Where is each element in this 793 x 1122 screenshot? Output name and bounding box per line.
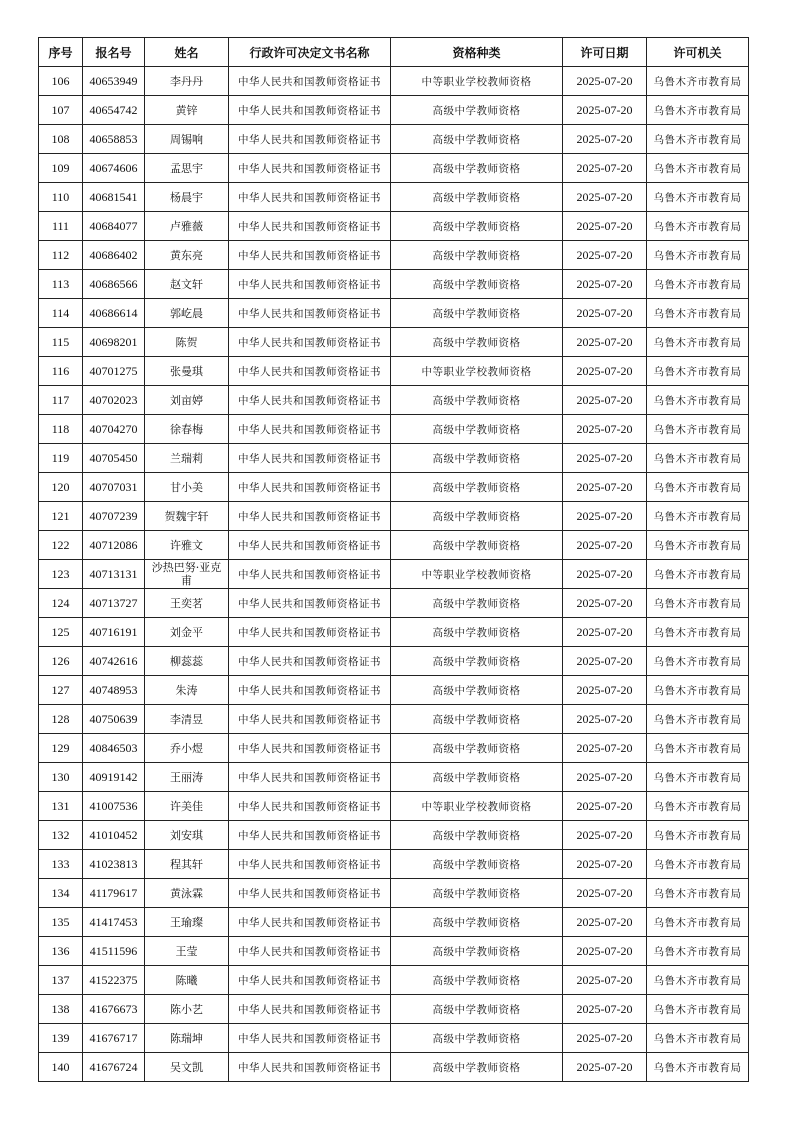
cell-qualification-type: 高级中学教师资格 xyxy=(391,676,563,705)
cell-qualification-type: 高级中学教师资格 xyxy=(391,908,563,937)
cell-name: 沙热巴努·亚克甫 xyxy=(145,560,229,589)
cell-name: 刘金平 xyxy=(145,618,229,647)
table-row xyxy=(39,328,749,357)
cell-document-name: 中华人民共和国教师资格证书 xyxy=(229,96,391,125)
cell-index: 132 xyxy=(39,821,83,850)
cell-name: 陈曦 xyxy=(145,966,229,995)
cell-document-name: 中华人民共和国教师资格证书 xyxy=(229,850,391,879)
cell-qualification-type: 高级中学教师资格 xyxy=(391,647,563,676)
table-row xyxy=(39,821,749,850)
cell-registration-number: 41522375 xyxy=(83,966,145,995)
cell-index: 118 xyxy=(39,415,83,444)
cell-registration-number: 41676717 xyxy=(83,1024,145,1053)
cell-registration-number: 41676724 xyxy=(83,1053,145,1082)
cell-document-name: 中华人民共和国教师资格证书 xyxy=(229,531,391,560)
cell-issuing-authority: 乌鲁木齐市教育局 xyxy=(647,1024,749,1053)
cell-license-date: 2025-07-20 xyxy=(563,270,647,299)
table-row xyxy=(39,995,749,1024)
cell-qualification-type: 高级中学教师资格 xyxy=(391,415,563,444)
cell-name: 王丽涛 xyxy=(145,763,229,792)
cell-name: 乔小煜 xyxy=(145,734,229,763)
cell-document-name: 中华人民共和国教师资格证书 xyxy=(229,763,391,792)
cell-qualification-type: 高级中学教师资格 xyxy=(391,966,563,995)
cell-issuing-authority: 乌鲁木齐市教育局 xyxy=(647,676,749,705)
cell-registration-number: 40712086 xyxy=(83,531,145,560)
table-row xyxy=(39,589,749,618)
cell-license-date: 2025-07-20 xyxy=(563,560,647,589)
table-row xyxy=(39,154,749,183)
cell-qualification-type: 高级中学教师资格 xyxy=(391,705,563,734)
table-row xyxy=(39,357,749,386)
cell-name: 陈小艺 xyxy=(145,995,229,1024)
cell-registration-number: 40742616 xyxy=(83,647,145,676)
cell-document-name: 中华人民共和国教师资格证书 xyxy=(229,444,391,473)
cell-issuing-authority: 乌鲁木齐市教育局 xyxy=(647,183,749,212)
cell-index: 111 xyxy=(39,212,83,241)
cell-index: 138 xyxy=(39,995,83,1024)
cell-registration-number: 40684077 xyxy=(83,212,145,241)
cell-qualification-type: 中等职业学校教师资格 xyxy=(391,357,563,386)
cell-issuing-authority: 乌鲁木齐市教育局 xyxy=(647,270,749,299)
cell-index: 136 xyxy=(39,937,83,966)
table-row xyxy=(39,241,749,270)
cell-registration-number: 40701275 xyxy=(83,357,145,386)
cell-name: 许美佳 xyxy=(145,792,229,821)
cell-document-name: 中华人民共和国教师资格证书 xyxy=(229,299,391,328)
cell-qualification-type: 高级中学教师资格 xyxy=(391,96,563,125)
cell-index: 137 xyxy=(39,966,83,995)
cell-registration-number: 40686614 xyxy=(83,299,145,328)
license-table xyxy=(38,37,749,1082)
cell-index: 110 xyxy=(39,183,83,212)
cell-issuing-authority: 乌鲁木齐市教育局 xyxy=(647,647,749,676)
cell-issuing-authority: 乌鲁木齐市教育局 xyxy=(647,589,749,618)
cell-license-date: 2025-07-20 xyxy=(563,589,647,618)
cell-name: 王奕茗 xyxy=(145,589,229,618)
cell-issuing-authority: 乌鲁木齐市教育局 xyxy=(647,908,749,937)
cell-qualification-type: 中等职业学校教师资格 xyxy=(391,67,563,96)
cell-index: 126 xyxy=(39,647,83,676)
cell-qualification-type: 高级中学教师资格 xyxy=(391,618,563,647)
cell-name: 王莹 xyxy=(145,937,229,966)
cell-registration-number: 40707031 xyxy=(83,473,145,502)
cell-name: 张曼琪 xyxy=(145,357,229,386)
cell-issuing-authority: 乌鲁木齐市教育局 xyxy=(647,125,749,154)
cell-index: 115 xyxy=(39,328,83,357)
cell-license-date: 2025-07-20 xyxy=(563,792,647,821)
table-row xyxy=(39,1053,749,1082)
cell-registration-number: 40713131 xyxy=(83,560,145,589)
cell-index: 124 xyxy=(39,589,83,618)
cell-issuing-authority: 乌鲁木齐市教育局 xyxy=(647,705,749,734)
cell-qualification-type: 高级中学教师资格 xyxy=(391,937,563,966)
cell-name: 黄锌 xyxy=(145,96,229,125)
cell-issuing-authority: 乌鲁木齐市教育局 xyxy=(647,531,749,560)
cell-index: 120 xyxy=(39,473,83,502)
cell-license-date: 2025-07-20 xyxy=(563,212,647,241)
header-registration-number: 报名号 xyxy=(83,38,145,67)
cell-registration-number: 40686566 xyxy=(83,270,145,299)
cell-qualification-type: 高级中学教师资格 xyxy=(391,531,563,560)
cell-index: 116 xyxy=(39,357,83,386)
cell-qualification-type: 高级中学教师资格 xyxy=(391,212,563,241)
cell-issuing-authority: 乌鲁木齐市教育局 xyxy=(647,212,749,241)
cell-registration-number: 40674606 xyxy=(83,154,145,183)
cell-document-name: 中华人民共和国教师资格证书 xyxy=(229,67,391,96)
cell-registration-number: 40748953 xyxy=(83,676,145,705)
cell-issuing-authority: 乌鲁木齐市教育局 xyxy=(647,1053,749,1082)
cell-license-date: 2025-07-20 xyxy=(563,415,647,444)
cell-index: 139 xyxy=(39,1024,83,1053)
cell-index: 133 xyxy=(39,850,83,879)
cell-qualification-type: 高级中学教师资格 xyxy=(391,1024,563,1053)
cell-index: 106 xyxy=(39,67,83,96)
cell-name: 郭屹晨 xyxy=(145,299,229,328)
cell-registration-number: 40704270 xyxy=(83,415,145,444)
table-row xyxy=(39,473,749,502)
cell-qualification-type: 高级中学教师资格 xyxy=(391,1053,563,1082)
cell-registration-number: 41010452 xyxy=(83,821,145,850)
cell-license-date: 2025-07-20 xyxy=(563,1024,647,1053)
cell-registration-number: 40919142 xyxy=(83,763,145,792)
cell-index: 107 xyxy=(39,96,83,125)
cell-registration-number: 40653949 xyxy=(83,67,145,96)
cell-qualification-type: 高级中学教师资格 xyxy=(391,154,563,183)
cell-name: 李清昱 xyxy=(145,705,229,734)
cell-license-date: 2025-07-20 xyxy=(563,386,647,415)
cell-index: 130 xyxy=(39,763,83,792)
cell-license-date: 2025-07-20 xyxy=(563,618,647,647)
header-index: 序号 xyxy=(39,38,83,67)
cell-registration-number: 40716191 xyxy=(83,618,145,647)
cell-document-name: 中华人民共和国教师资格证书 xyxy=(229,415,391,444)
cell-index: 113 xyxy=(39,270,83,299)
cell-document-name: 中华人民共和国教师资格证书 xyxy=(229,879,391,908)
cell-issuing-authority: 乌鲁木齐市教育局 xyxy=(647,560,749,589)
table-row xyxy=(39,270,749,299)
cell-index: 128 xyxy=(39,705,83,734)
cell-qualification-type: 高级中学教师资格 xyxy=(391,589,563,618)
cell-qualification-type: 高级中学教师资格 xyxy=(391,763,563,792)
cell-name: 徐春梅 xyxy=(145,415,229,444)
cell-document-name: 中华人民共和国教师资格证书 xyxy=(229,154,391,183)
cell-qualification-type: 高级中学教师资格 xyxy=(391,125,563,154)
cell-license-date: 2025-07-20 xyxy=(563,183,647,212)
cell-document-name: 中华人民共和国教师资格证书 xyxy=(229,241,391,270)
table-row xyxy=(39,212,749,241)
cell-name: 李丹丹 xyxy=(145,67,229,96)
cell-document-name: 中华人民共和国教师资格证书 xyxy=(229,1024,391,1053)
cell-issuing-authority: 乌鲁木齐市教育局 xyxy=(647,67,749,96)
cell-registration-number: 40705450 xyxy=(83,444,145,473)
cell-license-date: 2025-07-20 xyxy=(563,96,647,125)
table-row xyxy=(39,183,749,212)
cell-index: 131 xyxy=(39,792,83,821)
cell-issuing-authority: 乌鲁木齐市教育局 xyxy=(647,299,749,328)
cell-registration-number: 40654742 xyxy=(83,96,145,125)
cell-document-name: 中华人民共和国教师资格证书 xyxy=(229,734,391,763)
table-row xyxy=(39,966,749,995)
cell-index: 134 xyxy=(39,879,83,908)
cell-index: 117 xyxy=(39,386,83,415)
table-row xyxy=(39,734,749,763)
cell-qualification-type: 中等职业学校教师资格 xyxy=(391,792,563,821)
cell-registration-number: 40846503 xyxy=(83,734,145,763)
cell-document-name: 中华人民共和国教师资格证书 xyxy=(229,676,391,705)
cell-registration-number: 40681541 xyxy=(83,183,145,212)
cell-issuing-authority: 乌鲁木齐市教育局 xyxy=(647,995,749,1024)
cell-name: 朱涛 xyxy=(145,676,229,705)
table-row xyxy=(39,96,749,125)
cell-registration-number: 41417453 xyxy=(83,908,145,937)
cell-document-name: 中华人民共和国教师资格证书 xyxy=(229,908,391,937)
cell-issuing-authority: 乌鲁木齐市教育局 xyxy=(647,96,749,125)
cell-issuing-authority: 乌鲁木齐市教育局 xyxy=(647,154,749,183)
table-row xyxy=(39,502,749,531)
cell-document-name: 中华人民共和国教师资格证书 xyxy=(229,647,391,676)
cell-qualification-type: 高级中学教师资格 xyxy=(391,299,563,328)
header-name: 姓名 xyxy=(145,38,229,67)
cell-index: 135 xyxy=(39,908,83,937)
cell-name: 兰瑞莉 xyxy=(145,444,229,473)
cell-license-date: 2025-07-20 xyxy=(563,676,647,705)
cell-issuing-authority: 乌鲁木齐市教育局 xyxy=(647,850,749,879)
cell-index: 114 xyxy=(39,299,83,328)
cell-registration-number: 40698201 xyxy=(83,328,145,357)
cell-qualification-type: 高级中学教师资格 xyxy=(391,183,563,212)
cell-registration-number: 40713727 xyxy=(83,589,145,618)
cell-name: 卢雅薇 xyxy=(145,212,229,241)
cell-license-date: 2025-07-20 xyxy=(563,328,647,357)
cell-document-name: 中华人民共和国教师资格证书 xyxy=(229,183,391,212)
cell-index: 121 xyxy=(39,502,83,531)
cell-issuing-authority: 乌鲁木齐市教育局 xyxy=(647,879,749,908)
cell-name: 甘小美 xyxy=(145,473,229,502)
cell-issuing-authority: 乌鲁木齐市教育局 xyxy=(647,792,749,821)
table-row xyxy=(39,560,749,589)
table-row xyxy=(39,415,749,444)
cell-issuing-authority: 乌鲁木齐市教育局 xyxy=(647,937,749,966)
header-document-name: 行政许可决定文书名称 xyxy=(229,38,391,67)
cell-index: 125 xyxy=(39,618,83,647)
cell-document-name: 中华人民共和国教师资格证书 xyxy=(229,705,391,734)
cell-qualification-type: 高级中学教师资格 xyxy=(391,879,563,908)
cell-license-date: 2025-07-20 xyxy=(563,995,647,1024)
cell-name: 黄东亮 xyxy=(145,241,229,270)
cell-license-date: 2025-07-20 xyxy=(563,357,647,386)
cell-name: 黄泳霖 xyxy=(145,879,229,908)
table-row xyxy=(39,386,749,415)
header-issuing-authority: 许可机关 xyxy=(647,38,749,67)
cell-registration-number: 41007536 xyxy=(83,792,145,821)
cell-qualification-type: 中等职业学校教师资格 xyxy=(391,560,563,589)
cell-index: 108 xyxy=(39,125,83,154)
cell-license-date: 2025-07-20 xyxy=(563,966,647,995)
cell-index: 129 xyxy=(39,734,83,763)
cell-registration-number: 41023813 xyxy=(83,850,145,879)
cell-qualification-type: 高级中学教师资格 xyxy=(391,386,563,415)
cell-registration-number: 40686402 xyxy=(83,241,145,270)
cell-qualification-type: 高级中学教师资格 xyxy=(391,995,563,1024)
cell-document-name: 中华人民共和国教师资格证书 xyxy=(229,966,391,995)
cell-name: 陈贺 xyxy=(145,328,229,357)
table-row xyxy=(39,879,749,908)
cell-document-name: 中华人民共和国教师资格证书 xyxy=(229,821,391,850)
cell-registration-number: 41179617 xyxy=(83,879,145,908)
cell-name: 吴文凯 xyxy=(145,1053,229,1082)
cell-license-date: 2025-07-20 xyxy=(563,734,647,763)
table-header xyxy=(39,38,749,67)
cell-index: 112 xyxy=(39,241,83,270)
cell-license-date: 2025-07-20 xyxy=(563,444,647,473)
cell-name: 孟思宇 xyxy=(145,154,229,183)
cell-qualification-type: 高级中学教师资格 xyxy=(391,850,563,879)
cell-issuing-authority: 乌鲁木齐市教育局 xyxy=(647,444,749,473)
cell-license-date: 2025-07-20 xyxy=(563,647,647,676)
cell-name: 陈瑞坤 xyxy=(145,1024,229,1053)
cell-license-date: 2025-07-20 xyxy=(563,705,647,734)
table-row xyxy=(39,647,749,676)
cell-qualification-type: 高级中学教师资格 xyxy=(391,734,563,763)
cell-index: 122 xyxy=(39,531,83,560)
cell-name: 杨晨宇 xyxy=(145,183,229,212)
cell-issuing-authority: 乌鲁木齐市教育局 xyxy=(647,386,749,415)
cell-document-name: 中华人民共和国教师资格证书 xyxy=(229,792,391,821)
cell-qualification-type: 高级中学教师资格 xyxy=(391,444,563,473)
cell-issuing-authority: 乌鲁木齐市教育局 xyxy=(647,241,749,270)
cell-name: 周锡响 xyxy=(145,125,229,154)
cell-license-date: 2025-07-20 xyxy=(563,821,647,850)
cell-issuing-authority: 乌鲁木齐市教育局 xyxy=(647,966,749,995)
cell-qualification-type: 高级中学教师资格 xyxy=(391,270,563,299)
table-row xyxy=(39,444,749,473)
cell-license-date: 2025-07-20 xyxy=(563,850,647,879)
cell-license-date: 2025-07-20 xyxy=(563,473,647,502)
cell-document-name: 中华人民共和国教师资格证书 xyxy=(229,328,391,357)
cell-name: 王瑜璨 xyxy=(145,908,229,937)
cell-document-name: 中华人民共和国教师资格证书 xyxy=(229,502,391,531)
cell-name: 程其轩 xyxy=(145,850,229,879)
cell-document-name: 中华人民共和国教师资格证书 xyxy=(229,560,391,589)
cell-issuing-authority: 乌鲁木齐市教育局 xyxy=(647,734,749,763)
cell-index: 127 xyxy=(39,676,83,705)
cell-name: 柳蕊蕊 xyxy=(145,647,229,676)
cell-issuing-authority: 乌鲁木齐市教育局 xyxy=(647,763,749,792)
table-body xyxy=(39,67,749,1082)
table-row xyxy=(39,937,749,966)
cell-license-date: 2025-07-20 xyxy=(563,502,647,531)
table-row xyxy=(39,763,749,792)
cell-document-name: 中华人民共和国教师资格证书 xyxy=(229,386,391,415)
cell-issuing-authority: 乌鲁木齐市教育局 xyxy=(647,618,749,647)
table-row xyxy=(39,850,749,879)
table-row xyxy=(39,618,749,647)
table-row xyxy=(39,705,749,734)
table-row xyxy=(39,531,749,560)
header-row xyxy=(39,38,749,67)
table-row xyxy=(39,676,749,705)
cell-document-name: 中华人民共和国教师资格证书 xyxy=(229,270,391,299)
cell-registration-number: 41511596 xyxy=(83,937,145,966)
cell-license-date: 2025-07-20 xyxy=(563,67,647,96)
cell-license-date: 2025-07-20 xyxy=(563,879,647,908)
table-row xyxy=(39,67,749,96)
cell-name: 刘安琪 xyxy=(145,821,229,850)
cell-name: 许雅文 xyxy=(145,531,229,560)
table-row xyxy=(39,792,749,821)
table-row xyxy=(39,299,749,328)
cell-document-name: 中华人民共和国教师资格证书 xyxy=(229,473,391,502)
cell-registration-number: 40658853 xyxy=(83,125,145,154)
cell-name: 贺魏宇轩 xyxy=(145,502,229,531)
cell-qualification-type: 高级中学教师资格 xyxy=(391,502,563,531)
table-row xyxy=(39,908,749,937)
cell-document-name: 中华人民共和国教师资格证书 xyxy=(229,357,391,386)
cell-license-date: 2025-07-20 xyxy=(563,531,647,560)
cell-license-date: 2025-07-20 xyxy=(563,241,647,270)
cell-name: 赵文轩 xyxy=(145,270,229,299)
header-qualification-type: 资格种类 xyxy=(391,38,563,67)
table-row xyxy=(39,1024,749,1053)
cell-issuing-authority: 乌鲁木齐市教育局 xyxy=(647,328,749,357)
cell-license-date: 2025-07-20 xyxy=(563,299,647,328)
cell-document-name: 中华人民共和国教师资格证书 xyxy=(229,589,391,618)
cell-registration-number: 40702023 xyxy=(83,386,145,415)
header-license-date: 许可日期 xyxy=(563,38,647,67)
cell-index: 119 xyxy=(39,444,83,473)
cell-document-name: 中华人民共和国教师资格证书 xyxy=(229,212,391,241)
cell-document-name: 中华人民共和国教师资格证书 xyxy=(229,937,391,966)
cell-registration-number: 40750639 xyxy=(83,705,145,734)
cell-document-name: 中华人民共和国教师资格证书 xyxy=(229,995,391,1024)
cell-document-name: 中华人民共和国教师资格证书 xyxy=(229,125,391,154)
cell-qualification-type: 高级中学教师资格 xyxy=(391,328,563,357)
cell-index: 109 xyxy=(39,154,83,183)
table-row xyxy=(39,125,749,154)
cell-index: 123 xyxy=(39,560,83,589)
cell-document-name: 中华人民共和国教师资格证书 xyxy=(229,618,391,647)
cell-license-date: 2025-07-20 xyxy=(563,937,647,966)
cell-issuing-authority: 乌鲁木齐市教育局 xyxy=(647,415,749,444)
cell-license-date: 2025-07-20 xyxy=(563,763,647,792)
cell-qualification-type: 高级中学教师资格 xyxy=(391,821,563,850)
cell-qualification-type: 高级中学教师资格 xyxy=(391,473,563,502)
cell-issuing-authority: 乌鲁木齐市教育局 xyxy=(647,821,749,850)
cell-license-date: 2025-07-20 xyxy=(563,1053,647,1082)
cell-license-date: 2025-07-20 xyxy=(563,154,647,183)
cell-index: 140 xyxy=(39,1053,83,1082)
cell-registration-number: 40707239 xyxy=(83,502,145,531)
cell-license-date: 2025-07-20 xyxy=(563,125,647,154)
cell-qualification-type: 高级中学教师资格 xyxy=(391,241,563,270)
cell-issuing-authority: 乌鲁木齐市教育局 xyxy=(647,357,749,386)
cell-name: 刘亩婷 xyxy=(145,386,229,415)
cell-license-date: 2025-07-20 xyxy=(563,908,647,937)
cell-issuing-authority: 乌鲁木齐市教育局 xyxy=(647,473,749,502)
cell-document-name: 中华人民共和国教师资格证书 xyxy=(229,1053,391,1082)
cell-issuing-authority: 乌鲁木齐市教育局 xyxy=(647,502,749,531)
cell-registration-number: 41676673 xyxy=(83,995,145,1024)
